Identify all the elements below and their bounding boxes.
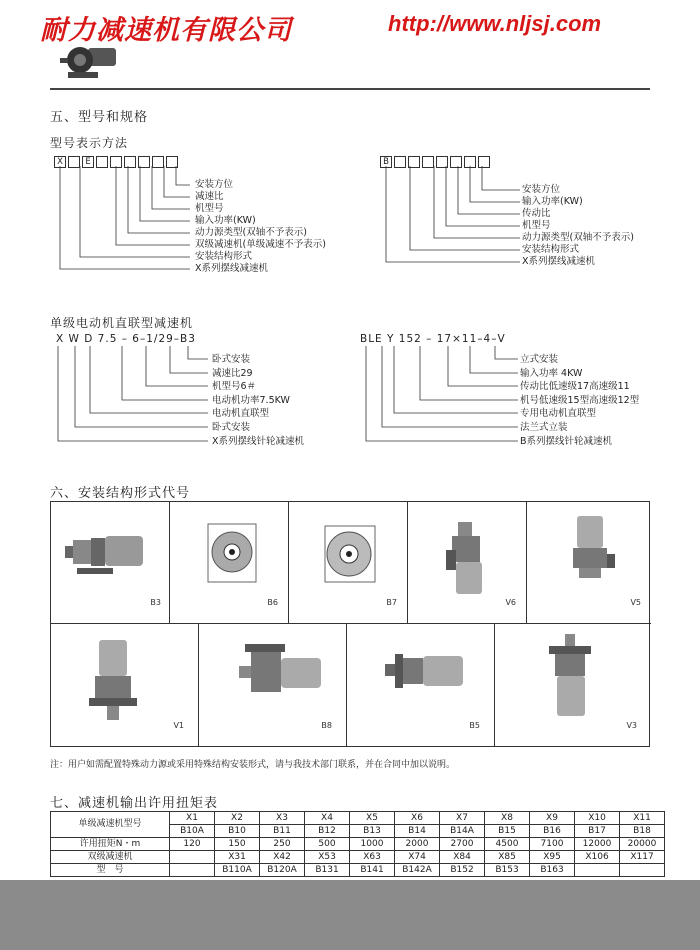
- table-cell: B10A: [170, 825, 215, 838]
- table-row: [51, 838, 665, 851]
- vertical-reducer-icon: [51, 624, 199, 734]
- table-cell: X74: [395, 851, 440, 864]
- label: B系列摆线针轮减速机: [520, 435, 613, 447]
- label: X系列摆线针轮减速机: [212, 435, 305, 447]
- ceiling-mount-icon: [199, 624, 347, 734]
- label: 输入功率(KW): [195, 215, 256, 226]
- label: 动力源类型(双轴不予表示): [195, 227, 307, 238]
- table-cell: B15: [485, 825, 530, 838]
- label: 电动机直联型: [212, 408, 270, 420]
- table-cell: X5: [350, 812, 395, 825]
- mount-cell-v6: [408, 502, 527, 624]
- section-5-title: 五、型号和规格: [50, 110, 149, 125]
- table-cell: X3: [260, 812, 305, 825]
- mount-code: B5: [469, 721, 480, 730]
- table-cell: X11: [620, 812, 665, 825]
- table-cell: [170, 851, 215, 864]
- label: 输入功率(KW): [522, 196, 583, 207]
- vertical-flange-icon: [495, 624, 651, 734]
- table-cell: B110A: [215, 864, 260, 877]
- single-right-labels: [520, 353, 639, 448]
- table-cell: X84: [440, 851, 485, 864]
- table-cell: X1: [170, 812, 215, 825]
- mount-code: B3: [150, 598, 161, 607]
- table-cell: X106: [575, 851, 620, 864]
- mounting-grid: [50, 501, 650, 747]
- wall-mount-icon: [289, 502, 408, 602]
- table-cell: 500: [305, 838, 350, 851]
- website-link[interactable]: http://www.nljsj.com: [388, 11, 602, 36]
- label: 法兰式立装: [520, 421, 568, 433]
- table-cell: B14: [395, 825, 440, 838]
- label: X系列摆线减速机: [522, 256, 596, 267]
- table-cell: B10: [215, 825, 260, 838]
- vertical-reducer-icon: [527, 502, 646, 602]
- label: 机型号: [195, 203, 224, 214]
- mounting-note: 注：用户如需配置特殊动力源或采用特殊结构安装形式，请与我技术部门联系，并在合同中加以说明。: [50, 760, 456, 770]
- code-box: X: [54, 156, 66, 168]
- mount-cell-v3: [495, 624, 651, 746]
- label: X系列摆线减速机: [195, 263, 269, 274]
- row-header: 单级减速机型号: [51, 812, 170, 838]
- single-stage-title: 单级电动机直联型减速机: [50, 316, 194, 330]
- table-cell: 12000: [575, 838, 620, 851]
- table-cell: X63: [350, 851, 395, 864]
- table-cell: X117: [620, 851, 665, 864]
- label: 安装结构形式: [195, 251, 253, 262]
- table-cell: X95: [530, 851, 575, 864]
- table-cell: 4500: [485, 838, 530, 851]
- table-cell: X2: [215, 812, 260, 825]
- section-6-title: 六、安装结构形式代号: [50, 486, 191, 501]
- wall-mount-icon: [170, 502, 289, 602]
- table-cell: B120A: [260, 864, 305, 877]
- footer-bar: [0, 880, 700, 950]
- label: 立式安装: [520, 354, 559, 365]
- mount-cell-b8: [199, 624, 347, 746]
- code-box: B: [380, 156, 392, 168]
- table-cell: 150: [215, 838, 260, 851]
- table-cell: [575, 864, 620, 877]
- table-cell: B18: [620, 825, 665, 838]
- mount-code: V6: [505, 598, 516, 607]
- mount-cell-b3: [51, 502, 170, 624]
- label: 安装结构形式: [522, 244, 580, 255]
- table-cell: X8: [485, 812, 530, 825]
- table-cell: B13: [350, 825, 395, 838]
- row-header: 型 号: [51, 864, 170, 877]
- mount-code: B8: [321, 721, 332, 730]
- mount-cell-v5: [527, 502, 651, 624]
- reducer-logo-icon: [58, 40, 118, 82]
- mount-code: V1: [173, 721, 184, 730]
- torque-table: [50, 811, 665, 877]
- label: 安装方位: [522, 184, 561, 195]
- label: 传动比: [522, 208, 551, 219]
- label: 机型号6＃: [212, 381, 257, 393]
- table-cell: B141: [350, 864, 395, 877]
- table-cell: [620, 864, 665, 877]
- label: 动力源类型(双轴不予表示): [522, 232, 634, 243]
- label: 卧式安装: [212, 354, 251, 365]
- table-cell: B14A: [440, 825, 485, 838]
- table-cell: B16: [530, 825, 575, 838]
- table-cell: B163: [530, 864, 575, 877]
- single-code-left: X W D 7.5 – 6–1/29–B3: [56, 333, 196, 345]
- table-cell: X9: [530, 812, 575, 825]
- label: 机号低速级15型高速级12型: [520, 394, 640, 406]
- table-cell: X6: [395, 812, 440, 825]
- table-cell: X7: [440, 812, 485, 825]
- label: 双级减速机(单级减速不予表示): [195, 239, 326, 250]
- label: 电动机功率7.5KW: [212, 394, 290, 406]
- header-rule: [50, 88, 650, 90]
- label: 传动比低速级17高速级11: [520, 381, 630, 393]
- single-left-labels: [212, 353, 304, 448]
- flange-mount-icon: [347, 624, 495, 734]
- section-7-title: 七、减速机输出许用扭矩表: [50, 796, 219, 811]
- table-cell: 120: [170, 838, 215, 851]
- table-cell: B12: [305, 825, 350, 838]
- vertical-reducer-icon: [408, 502, 527, 602]
- mount-code: B6: [267, 598, 278, 607]
- row-header: 许用扭矩N・m: [51, 838, 170, 851]
- table-cell: 2700: [440, 838, 485, 851]
- table-cell: B131: [305, 864, 350, 877]
- label: 专用电动机直联型: [520, 408, 597, 420]
- mount-cell-b7: [289, 502, 408, 624]
- single-left-leader-lines: [50, 346, 215, 446]
- table-row: [51, 864, 665, 877]
- mount-code: V5: [630, 598, 641, 607]
- brand-title: 耐力减速机有限公司: [40, 15, 292, 46]
- label: 减速比29: [212, 367, 253, 379]
- table-cell: 20000: [620, 838, 665, 851]
- table-cell: X31: [215, 851, 260, 864]
- table-cell: 2000: [395, 838, 440, 851]
- mount-code: B7: [386, 598, 397, 607]
- model-notation-title: 型号表示方法: [50, 136, 129, 150]
- table-cell: B152: [440, 864, 485, 877]
- table-cell: B142A: [395, 864, 440, 877]
- single-right-leader-lines: [360, 346, 525, 446]
- table-cell: 1000: [350, 838, 395, 851]
- mount-cell-v1: [51, 624, 199, 746]
- table-row: [51, 812, 665, 825]
- table-cell: B153: [485, 864, 530, 877]
- label: 安装方位: [195, 179, 234, 190]
- table-cell: [170, 864, 215, 877]
- table-cell: X85: [485, 851, 530, 864]
- x-model-leader-lines: [50, 166, 200, 278]
- table-row: [51, 851, 665, 864]
- b-model-leader-lines: [380, 166, 525, 278]
- label: 减速比: [195, 191, 224, 202]
- table-cell: B17: [575, 825, 620, 838]
- label: 机型号: [522, 220, 551, 231]
- horizontal-reducer-icon: [51, 502, 170, 602]
- label: 卧式安装: [212, 421, 251, 433]
- mount-cell-b5: [347, 624, 495, 746]
- mount-cell-b6: [170, 502, 289, 624]
- x-model-labels: [195, 179, 326, 275]
- code-box: E: [82, 156, 94, 168]
- table-cell: X4: [305, 812, 350, 825]
- table-cell: B11: [260, 825, 305, 838]
- b-model-labels: [522, 184, 634, 268]
- table-cell: X42: [260, 851, 305, 864]
- row-header: 双级减速机: [51, 851, 170, 864]
- table-cell: X53: [305, 851, 350, 864]
- table-cell: X10: [575, 812, 620, 825]
- single-code-right: BLE Y 152 – 17×11–4–V: [360, 333, 506, 345]
- mount-code: V3: [626, 721, 637, 730]
- table-cell: 250: [260, 838, 305, 851]
- label: 输入功率 4KW: [520, 367, 583, 379]
- table-cell: 7100: [530, 838, 575, 851]
